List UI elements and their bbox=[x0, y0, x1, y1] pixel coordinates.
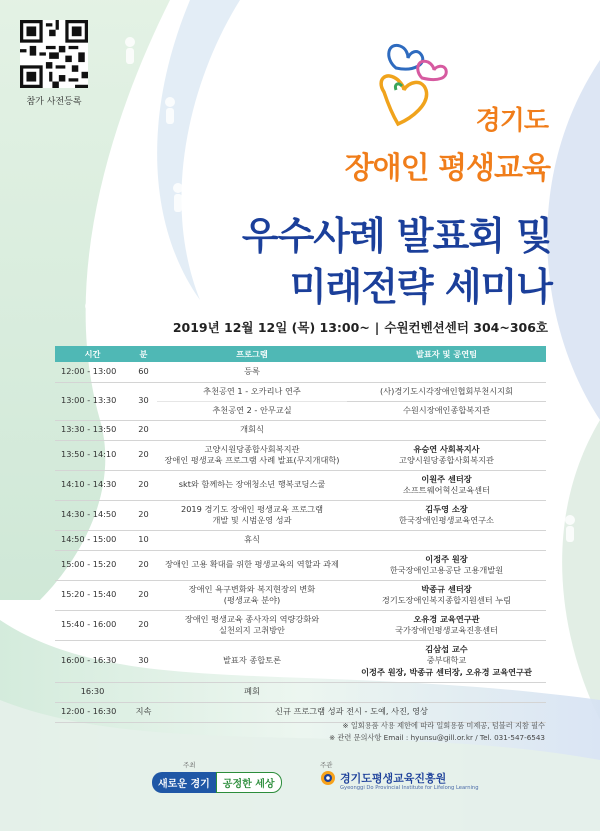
schedule-header-row bbox=[55, 346, 546, 362]
table-row bbox=[55, 610, 546, 640]
table-row bbox=[55, 440, 546, 470]
row-minutes: 30 bbox=[130, 640, 157, 682]
row-program bbox=[157, 610, 347, 640]
presenter-name: 이정주 원장 bbox=[425, 553, 468, 564]
row-presenter bbox=[347, 580, 546, 610]
presenter-org: 국가장애인평생교육진흥센터 bbox=[395, 625, 498, 635]
row-program: 발표자 종합토론 bbox=[157, 640, 347, 682]
row-presenter bbox=[347, 382, 546, 401]
presenter-name: 오유경 교육연구관 bbox=[413, 613, 480, 624]
program-line: 실천의지 고취방안 bbox=[219, 625, 285, 635]
table-row bbox=[55, 580, 546, 610]
row-time: 16:00 - 16:30 bbox=[55, 640, 130, 682]
row-program: 추천공연 2 - 안무교실 bbox=[157, 401, 347, 420]
row-presenter bbox=[347, 640, 546, 682]
row-program: 장애인 고용 확대를 위한 평생교육의 역할과 과제 bbox=[157, 550, 347, 580]
row-program: 등록 bbox=[157, 362, 347, 382]
organizer-label: 주관 bbox=[320, 761, 333, 769]
presenter-name: 이정주 원장, 박종규 센터장, 오유경 교육연구관 bbox=[361, 666, 532, 677]
row-minutes: 20 bbox=[130, 550, 157, 580]
presenter-name: 이원주 센터장 bbox=[421, 473, 472, 484]
row-minutes bbox=[130, 682, 157, 702]
slogan-logo bbox=[152, 772, 282, 792]
header-minutes: 분 bbox=[130, 346, 157, 362]
table-row bbox=[55, 500, 546, 530]
row-presenter bbox=[347, 610, 546, 640]
title-main-2: 미래전략 세미나 bbox=[289, 265, 552, 309]
slogan-part2: 공정한 세상 bbox=[216, 772, 282, 793]
row-minutes: 20 bbox=[130, 420, 157, 440]
row-program bbox=[157, 440, 347, 470]
table-row bbox=[55, 682, 546, 702]
title-region: 경기도 bbox=[475, 106, 548, 136]
row-time: 14:10 - 14:30 bbox=[55, 470, 130, 500]
row-program: 개회식 bbox=[157, 420, 347, 440]
row-time: 15:20 - 15:40 bbox=[55, 580, 130, 610]
header-program: 프로그램 bbox=[157, 346, 347, 362]
row-program: 추천공연 1 - 오카리나 연주 bbox=[157, 382, 347, 401]
presenter-org: 경기도장애인복지종합지원센터 누림 bbox=[381, 595, 512, 605]
presenter-org: 수원시장애인종합복지관 bbox=[402, 404, 490, 415]
table-row bbox=[55, 362, 546, 382]
row-time: 13:30 - 13:50 bbox=[55, 420, 130, 440]
program-line: 장애인 욕구변화와 복지현장의 변화 bbox=[188, 583, 316, 594]
host-label: 주최 bbox=[183, 761, 196, 769]
row-time: 16:30 bbox=[55, 682, 130, 702]
row-program: skt와 함께하는 장애청소년 행복코딩스쿨 bbox=[157, 470, 347, 500]
table-row bbox=[55, 420, 546, 440]
row-minutes: 지속 bbox=[130, 702, 157, 722]
table-row bbox=[55, 530, 546, 550]
row-presenter bbox=[347, 401, 546, 420]
note-contact: ※ 관련 문의사항 Email : hyunsu@gill.or.kr / Tel. 031-547-6543 bbox=[329, 732, 545, 742]
table-row bbox=[55, 382, 546, 401]
row-program: 폐회 bbox=[157, 682, 347, 702]
presenter-org: 중부대학교 bbox=[426, 655, 467, 666]
slogan-part1: 새로운 경기 bbox=[152, 772, 216, 793]
row-minutes: 10 bbox=[130, 530, 157, 550]
row-minutes: 20 bbox=[130, 440, 157, 470]
row-time: 12:00 - 13:00 bbox=[55, 362, 130, 382]
row-minutes: 20 bbox=[130, 470, 157, 500]
presenter-org: 한국장애인고용공단 고용개발원 bbox=[389, 565, 504, 575]
program-line: 장애인 평생교육 종사자의 역량강화와 bbox=[184, 613, 320, 624]
row-time: 12:00 - 16:30 bbox=[55, 702, 130, 722]
row-presenter bbox=[347, 420, 546, 440]
row-minutes: 20 bbox=[130, 580, 157, 610]
row-presenter bbox=[347, 362, 546, 382]
program-line: 개발 및 시범운영 성과 bbox=[212, 515, 292, 525]
table-row bbox=[55, 640, 546, 682]
presenter-name: 유승연 사회복지사 bbox=[413, 443, 480, 454]
organizer-english-name: Gyeonggi Do Provincial Institute for Lifelong Learning bbox=[340, 785, 479, 791]
row-time: 14:30 - 14:50 bbox=[55, 500, 130, 530]
row-program bbox=[157, 580, 347, 610]
org-emblem-icon bbox=[320, 770, 336, 786]
row-minutes: 20 bbox=[130, 500, 157, 530]
program-line: (평생교육 분야) bbox=[223, 595, 281, 605]
title-main-1: 우수사례 발표회 및 bbox=[241, 214, 552, 258]
row-presenter bbox=[347, 530, 546, 550]
event-info bbox=[0, 318, 548, 336]
program-line: 2019 경기도 장애인 평생교육 프로그램 bbox=[181, 503, 323, 514]
row-program: 휴식 bbox=[157, 530, 347, 550]
presenter-name: 김삼섭 교수 bbox=[425, 644, 468, 655]
note-line: ※ 일회용품 사용 제한에 따라 일회용품 미제공, 텀블러 지참 필수 bbox=[342, 721, 545, 730]
presenter-name: 박종규 센터장 bbox=[421, 583, 472, 594]
event-datetime: 2019년 12월 12일 (목) 13:00~ bbox=[172, 320, 370, 335]
row-presenter bbox=[347, 470, 546, 500]
row-time: 14:50 - 15:00 bbox=[55, 530, 130, 550]
header-time: 시간 bbox=[55, 346, 130, 362]
row-time: 15:00 - 15:20 bbox=[55, 550, 130, 580]
presenter-name: 김두영 소장 bbox=[425, 503, 468, 514]
presenter-org: 한국장애인평생교육연구소 bbox=[399, 515, 494, 525]
notes bbox=[329, 720, 545, 743]
program-line: 고양시원당종합사회복지관 bbox=[204, 443, 300, 454]
event-separator: | bbox=[374, 320, 380, 335]
row-presenter bbox=[347, 550, 546, 580]
event-venue: 수원컨벤션센터 304~306호 bbox=[384, 320, 548, 335]
row-program: 신규 프로그램 성과 전시 - 도예, 사진, 영상 bbox=[157, 702, 546, 722]
row-minutes: 30 bbox=[130, 382, 157, 420]
qr-label: 참가 사전등록 bbox=[26, 97, 82, 107]
row-minutes: 20 bbox=[130, 610, 157, 640]
header-presenter: 발표자 및 공연팀 bbox=[347, 346, 546, 362]
row-time: 13:00 - 13:30 bbox=[55, 382, 130, 420]
row-time: 13:50 - 14:10 bbox=[55, 440, 130, 470]
table-row bbox=[55, 702, 546, 722]
organizer-name: 경기도평생교육진흥원 bbox=[340, 772, 447, 785]
program-line: 장애인 평생교육 프로그램 사례 발표(무지개대학) bbox=[164, 455, 340, 465]
presenter-org: 고양시원당종합사회복지관 bbox=[399, 455, 494, 465]
row-time: 15:40 - 16:00 bbox=[55, 610, 130, 640]
table-row bbox=[55, 470, 546, 500]
presenter-org: 소프트웨어혁신교육센터 bbox=[402, 485, 490, 495]
table-row bbox=[55, 550, 546, 580]
qr-code[interactable] bbox=[20, 20, 88, 88]
schedule-table bbox=[55, 346, 546, 723]
row-presenter bbox=[347, 500, 546, 530]
row-presenter bbox=[347, 440, 546, 470]
title-subject: 장애인 평생교육 bbox=[344, 151, 550, 186]
row-minutes: 60 bbox=[130, 362, 157, 382]
row-presenter bbox=[347, 682, 546, 702]
presenter-org: (사)경기도시각장애인협회부천시지회 bbox=[380, 385, 513, 396]
row-program bbox=[157, 500, 347, 530]
